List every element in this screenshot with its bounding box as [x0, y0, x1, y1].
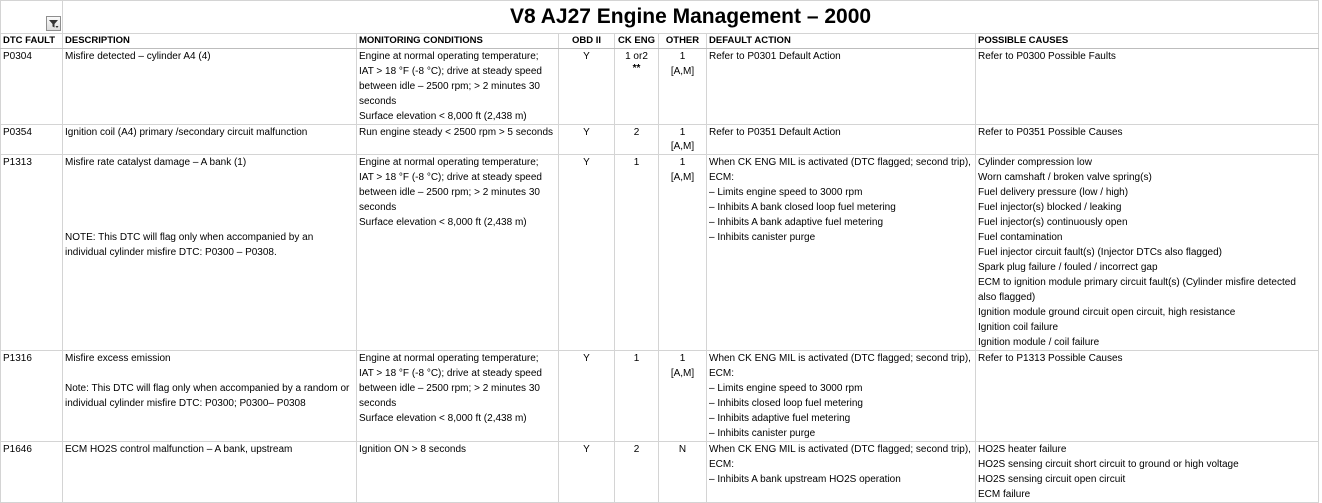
monitoring-line: seconds	[359, 96, 397, 107]
cause-line: ECM failure	[978, 489, 1031, 500]
cause-line: Ignition module / coil failure	[978, 337, 1100, 348]
action-line: – Limits engine speed to 3000 rpm	[709, 383, 863, 394]
description-cell[interactable]: Ignition coil (A4) primary /secondary circuit malfunction	[63, 125, 357, 155]
header-dtc[interactable]: DTC FAULT	[1, 34, 63, 49]
header-causes[interactable]: POSSIBLE CAUSES	[976, 34, 1319, 49]
header-monitoring[interactable]: MONITORING CONDITIONS	[357, 34, 559, 49]
action-line: – Inhibits A bank adaptive fuel metering	[709, 217, 884, 228]
action-line: – Inhibits canister purge	[709, 232, 816, 243]
ckeng-cell[interactable]: 1	[615, 351, 659, 442]
dtc-cell[interactable]: P1646	[1, 442, 63, 503]
obd-cell[interactable]: Y	[559, 351, 615, 442]
action-line: ECM:	[709, 459, 734, 470]
action-line: Refer to P0301 Default Action	[709, 51, 841, 62]
causes-cell[interactable]	[976, 49, 1319, 125]
cause-line: Ignition module ground circuit open circuit, high resistance	[978, 307, 1236, 318]
description-cell[interactable]: Misfire detected – cylinder A4 (4)	[63, 49, 357, 125]
ckeng-cell[interactable]: 2	[615, 125, 659, 155]
ckeng-note: **	[632, 63, 641, 74]
obd-cell[interactable]: Y	[559, 155, 615, 351]
cause-line: HO2S heater failure	[978, 444, 1067, 455]
header-row	[1, 34, 1319, 49]
monitoring-line: seconds	[359, 202, 397, 213]
monitoring-cell[interactable]	[357, 351, 559, 442]
monitoring-line: Surface elevation < 8,000 ft (2,438 m)	[359, 217, 527, 228]
other-cell[interactable]: N	[659, 442, 707, 503]
cause-line: Worn camshaft / broken valve spring(s)	[978, 172, 1152, 183]
monitoring-line: IAT > 18 °F (-8 °C); drive at steady speed	[359, 66, 542, 77]
action-line: When CK ENG MIL is activated (DTC flagged; second trip),	[709, 157, 971, 168]
action-line: When CK ENG MIL is activated (DTC flagged; second trip),	[709, 444, 971, 455]
cause-line: HO2S sensing circuit open circuit	[978, 474, 1126, 485]
default-action-cell[interactable]	[707, 351, 976, 442]
header-default-action[interactable]: DEFAULT ACTION	[707, 34, 976, 49]
monitoring-line: between idle – 2500 rpm; > 2 minutes 30	[359, 383, 540, 394]
action-line: – Inhibits A bank upstream HO2S operation	[709, 474, 901, 485]
action-line: – Inhibits A bank closed loop fuel metering	[709, 202, 896, 213]
monitoring-line: between idle – 2500 rpm; > 2 minutes 30	[359, 187, 540, 198]
action-line: When CK ENG MIL is activated (DTC flagged; second trip),	[709, 353, 971, 364]
other-note: [A,M]	[670, 172, 695, 183]
other-cell[interactable]	[659, 351, 707, 442]
cause-line: Fuel injector(s) continuously open	[978, 217, 1128, 228]
action-line: – Limits engine speed to 3000 rpm	[709, 187, 863, 198]
cause-line: ECM to ignition module primary circuit fault(s) (Cylinder misfire detected	[978, 277, 1296, 288]
description-cell[interactable]	[63, 155, 357, 351]
causes-cell[interactable]	[976, 125, 1319, 155]
description-text: Misfire excess emission	[65, 353, 171, 364]
monitoring-line: Surface elevation < 8,000 ft (2,438 m)	[359, 413, 527, 424]
ckeng-cell[interactable]	[615, 49, 659, 125]
monitoring-line: Surface elevation < 8,000 ft (2,438 m)	[359, 111, 527, 122]
cause-line: Refer to P0351 Possible Causes	[978, 127, 1123, 138]
action-line: ECM:	[709, 172, 734, 183]
table-row	[1, 125, 1319, 155]
other-note: [A,M]	[670, 368, 695, 379]
default-action-cell[interactable]	[707, 125, 976, 155]
cause-line: Fuel delivery pressure (low / high)	[978, 187, 1129, 198]
cause-line: Ignition coil failure	[978, 322, 1059, 333]
spacer	[65, 170, 354, 230]
other-note: [A,M]	[670, 141, 695, 152]
spacer	[65, 366, 354, 381]
description-note: Note: This DTC will flag only when accompanied by a random or individual cylinder misfire DTC: P0300; P0300– P0308	[65, 383, 350, 409]
obd-cell[interactable]: Y	[559, 442, 615, 503]
description-cell[interactable]: ECM HO2S control malfunction – A bank, upstream	[63, 442, 357, 503]
default-action-cell[interactable]	[707, 155, 976, 351]
filter-icon[interactable]	[46, 16, 61, 31]
header-other[interactable]: OTHER	[659, 34, 707, 49]
causes-cell[interactable]	[976, 442, 1319, 503]
causes-cell[interactable]	[976, 155, 1319, 351]
action-line: – Inhibits canister purge	[709, 428, 816, 439]
monitoring-cell[interactable]	[357, 442, 559, 503]
causes-cell[interactable]	[976, 351, 1319, 442]
monitoring-line: Engine at normal operating temperature;	[359, 353, 539, 364]
other-value: 1	[679, 51, 686, 62]
other-cell[interactable]	[659, 49, 707, 125]
monitoring-line: Ignition ON > 8 seconds	[359, 444, 467, 455]
other-value: 1	[679, 353, 686, 364]
table-row	[1, 49, 1319, 125]
action-line: – Inhibits closed loop fuel metering	[709, 398, 863, 409]
table-row	[1, 442, 1319, 503]
other-value: 1	[679, 127, 686, 138]
cause-line: Fuel injector circuit fault(s) (Injector DTCs also flagged)	[978, 247, 1222, 258]
other-cell[interactable]	[659, 125, 707, 155]
dtc-cell[interactable]: P0304	[1, 49, 63, 125]
ckeng-value: 1 or2	[625, 51, 648, 62]
action-line: ECM:	[709, 368, 734, 379]
monitoring-cell[interactable]	[357, 155, 559, 351]
filter-cell	[1, 1, 63, 34]
monitoring-line: Engine at normal operating temperature;	[359, 51, 539, 62]
header-description[interactable]: DESCRIPTION	[63, 34, 357, 49]
monitoring-line: seconds	[359, 398, 397, 409]
monitoring-line: Engine at normal operating temperature;	[359, 157, 539, 168]
header-ckeng[interactable]: CK ENG	[615, 34, 659, 49]
dtc-cell[interactable]: P1313	[1, 155, 63, 351]
action-line: – Inhibits adaptive fuel metering	[709, 413, 851, 424]
dtc-cell[interactable]: P1316	[1, 351, 63, 442]
ckeng-cell[interactable]: 2	[615, 442, 659, 503]
cause-line: Refer to P1313 Possible Causes	[978, 353, 1123, 364]
other-value: 1	[679, 157, 686, 168]
default-action-cell[interactable]	[707, 442, 976, 503]
cause-line: Fuel injector(s) blocked / leaking	[978, 202, 1122, 213]
monitoring-line: between idle – 2500 rpm; > 2 minutes 30	[359, 81, 540, 92]
description-text: Misfire rate catalyst damage – A bank (1)	[65, 157, 247, 168]
monitoring-cell[interactable]	[357, 49, 559, 125]
cause-line: Refer to P0300 Possible Faults	[978, 51, 1116, 62]
table-row	[1, 351, 1319, 442]
dtc-cell[interactable]: P0354	[1, 125, 63, 155]
monitoring-cell[interactable]	[357, 125, 559, 155]
cause-line: Fuel contamination	[978, 232, 1063, 243]
cause-line: Spark plug failure / fouled / incorrect gap	[978, 262, 1158, 273]
table-row	[1, 155, 1319, 351]
monitoring-line: Run engine steady < 2500 rpm > 5 seconds	[359, 127, 554, 138]
description-note: NOTE: This DTC will flag only when accompanied by an individual cylinder misfire DTC: P0300 – P0308.	[65, 232, 314, 258]
cause-line: also flagged)	[978, 292, 1036, 303]
monitoring-line: IAT > 18 °F (-8 °C); drive at steady speed	[359, 368, 542, 379]
action-line: Refer to P0351 Default Action	[709, 127, 841, 138]
other-cell[interactable]	[659, 155, 707, 351]
page-title: V8 AJ27 Engine Management – 2000	[63, 1, 1319, 34]
other-note: [A,M]	[670, 66, 695, 77]
header-obd[interactable]: OBD II	[559, 34, 615, 49]
cause-line: HO2S sensing circuit short circuit to ground or high voltage	[978, 459, 1239, 470]
obd-cell[interactable]: Y	[559, 49, 615, 125]
ckeng-cell[interactable]: 1	[615, 155, 659, 351]
cause-line: Cylinder compression low	[978, 157, 1092, 168]
default-action-cell[interactable]	[707, 49, 976, 125]
obd-cell[interactable]: Y	[559, 125, 615, 155]
description-cell[interactable]	[63, 351, 357, 442]
monitoring-line: IAT > 18 °F (-8 °C); drive at steady speed	[359, 172, 542, 183]
